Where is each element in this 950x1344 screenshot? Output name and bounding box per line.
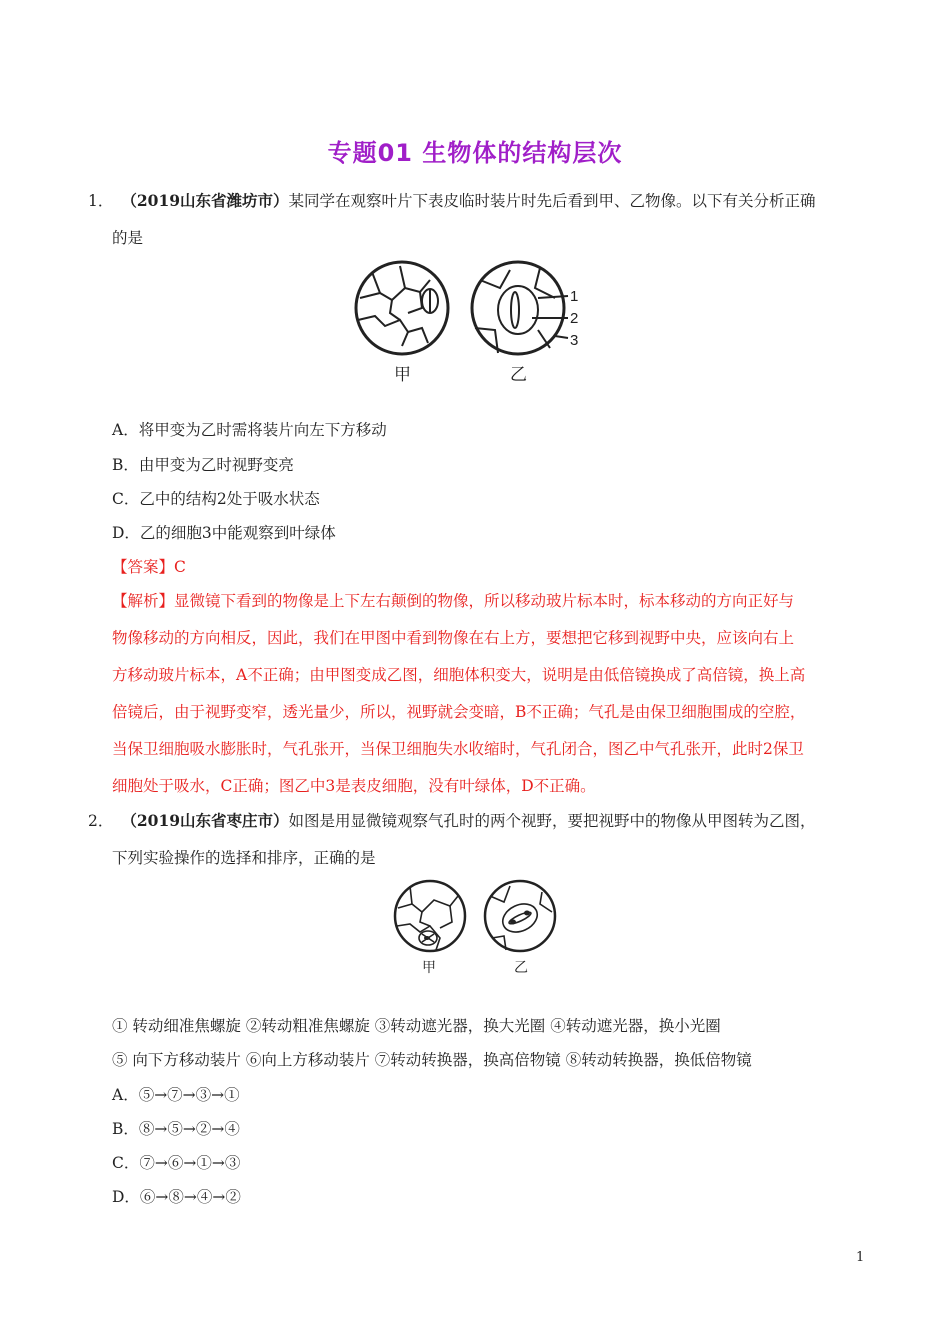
analysis-line-2: 物像移动的方向相反，因此，我们在甲图中看到物像在右上方，要想把它移到视野中央，应该向右上 [112, 629, 795, 647]
figure-1-callout-2: 2 [570, 310, 579, 327]
page-number: 1 [856, 1250, 865, 1265]
question-2-number: 2． [88, 812, 114, 830]
question-2-steps-line2: ⑤ 向下方移动装片 ⑥向上方移动装片 ⑦转动转换器，换高倍物镜 ⑧转动转换器，换低倍物镜 [112, 1051, 752, 1069]
question-1-answer [112, 557, 186, 577]
figure-1-callout-3: 3 [570, 332, 579, 349]
analysis-line-6: 细胞处于吸水，C正确；图乙中3是表皮细胞，没有叶绿体，D不正确。 [112, 777, 596, 795]
analysis-line-3: 方移动玻片标本，A不正确；由甲图变成乙图，细胞体积变大，说明是由低倍镜换成了高倍镜，换上高 [112, 666, 806, 684]
question-1-option-a: A．将甲变为乙时需将装片向左下方移动 [112, 421, 387, 439]
question-2-option-a: A．⑤→⑦→③→① [112, 1086, 240, 1104]
answer-label: 【答案】 [112, 558, 175, 576]
question-1-option-d: D．乙的细胞3中能观察到叶绿体 [112, 524, 336, 542]
question-1-option-b: B．由甲变为乙时视野变亮 [112, 456, 294, 474]
question-1-number: 1． [88, 192, 114, 210]
question-2-figure [392, 878, 564, 978]
question-2-option-b: B．⑧→⑤→②→④ [112, 1120, 240, 1138]
question-1-figure [350, 258, 600, 388]
answer-value: C [174, 558, 186, 576]
figure-2-label-right: 乙 [514, 960, 528, 976]
question-1-analysis [112, 583, 872, 805]
question-2-option-c: C．⑦→⑥→①→③ [112, 1154, 241, 1172]
analysis-line-5: 当保卫细胞吸水膨胀时，气孔张开，当保卫细胞失水收缩时，气孔闭合，图乙中气孔张开，此时2保卫 [112, 740, 804, 758]
figure-1-label-right: 乙 [510, 365, 527, 385]
question-2-stem-line2: 下列实验操作的选择和排序，正确的是 [112, 849, 376, 867]
figure-1-callout-1: 1 [570, 288, 579, 305]
question-1-stem-text: 某同学在观察叶片下表皮临时装片时先后看到甲、乙物像。以下有关分析正确 [288, 192, 816, 210]
page-title: 专题01 生物体的结构层次 [327, 139, 623, 167]
question-1-option-c: C．乙中的结构2处于吸水状态 [112, 490, 320, 508]
analysis-line-4: 倍镜后，由于视野变窄，透光量少，所以，视野就会变暗，B不正确；气孔是由保卫细胞围成的空腔， [112, 703, 806, 721]
question-1-stem-line2: 的是 [112, 229, 144, 247]
figure-2-label-left: 甲 [422, 960, 436, 976]
question-2-stem-line1 [88, 811, 816, 831]
figure-1-label-left: 甲 [394, 365, 411, 385]
analysis-line-1: 【解析】显微镜下看到的物像是上下左右颠倒的物像，所以移动玻片标本时，标本移动的方向正好与 [112, 592, 795, 610]
question-1-source: （2019山东省潍坊市） [121, 191, 289, 210]
question-2-stem-text: 如图是用显微镜观察气孔时的两个视野，要把视野中的物像从甲图转为乙图， [288, 812, 816, 830]
analysis-label: 【解析】 [112, 592, 175, 610]
question-2-steps-line1: ① 转动细准焦螺旋 ②转动粗准焦螺旋 ③转动遮光器，换大光圈 ④转动遮光器，换小光圈 [112, 1017, 721, 1035]
question-2-source: （2019山东省枣庄市） [121, 811, 289, 830]
question-2-option-d: D．⑥→⑧→④→② [112, 1188, 241, 1206]
question-1-stem-line1 [88, 191, 816, 211]
